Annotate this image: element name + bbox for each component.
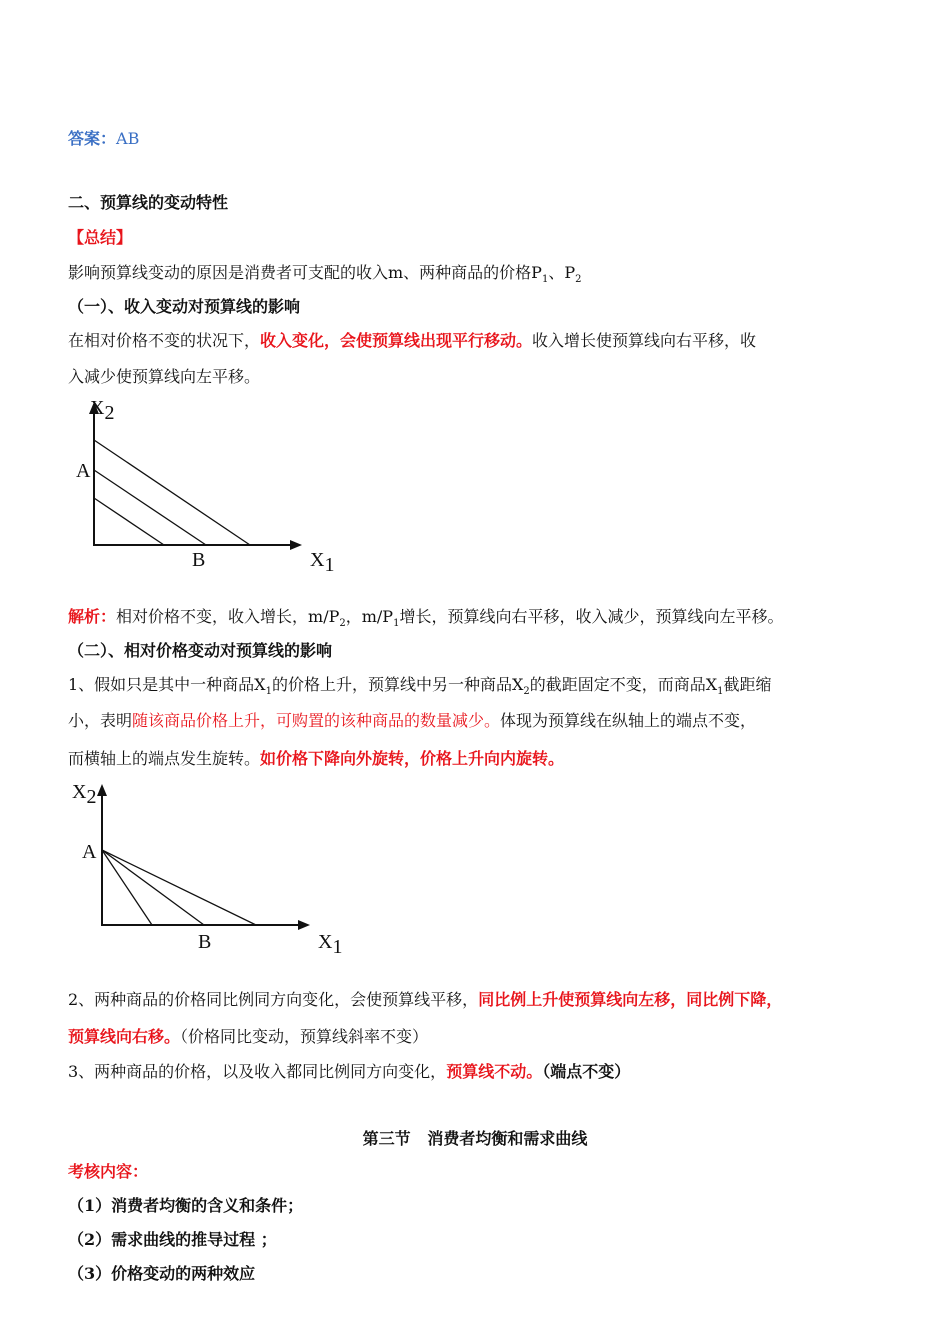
y-axis-label: X2	[72, 781, 97, 808]
p1-text-b: 的价格上升，预算线中另一种商品X	[271, 675, 524, 694]
point-a-label: A	[76, 460, 91, 482]
exam-item-3: （3）价格变动的两种效应	[68, 1264, 256, 1283]
p1-line2-a: 小，表明	[68, 711, 133, 730]
exam-item-1: （1）消费者均衡的含义和条件；	[68, 1196, 304, 1215]
part1-paragraph-line1	[68, 330, 756, 352]
part1-paragraph-line2: 入减少使预算线向左平移。	[68, 367, 261, 386]
p1-line3-a: 而横轴上的端点发生旋转。	[68, 749, 261, 768]
section3-title: 第三节 消费者均衡和需求曲线	[362, 1129, 588, 1148]
summary-sep: 、P	[548, 263, 576, 282]
point-b-label: B	[198, 931, 212, 953]
part1-text-red: 收入变化，会使预算线出现平行移动。	[260, 331, 533, 350]
budget-line-middle	[102, 850, 204, 925]
p1-text-c: 的截距固定不变，而商品X	[529, 675, 718, 694]
part1-text-b: 收入增长使预算线向右平移，收	[532, 331, 757, 350]
p1-line2-red: 随该商品价格上升，可购置的该种商品的数量减少。	[132, 711, 501, 730]
summary-main: 影响预算线变动的原因是消费者可支配的收入m、两种商品的价格P	[68, 263, 542, 282]
budget-line-inner	[102, 850, 152, 925]
p1-sub-1: 1	[265, 686, 272, 698]
part1-heading: （一）、收入变动对预算线的影响	[68, 297, 301, 316]
section-heading: 二、预算线的变动特性	[68, 193, 229, 212]
p2-red-2: 预算线向右移。	[68, 1027, 181, 1046]
price-rotation-figure	[70, 778, 360, 958]
p3-text-b: （端点不变）	[542, 1062, 631, 1081]
summary-p2-sub: 2	[575, 274, 582, 286]
part2-p2-line1	[68, 989, 782, 1011]
p1-sub-2: 2	[523, 686, 530, 698]
p3-red: 预算线不动。	[446, 1062, 543, 1081]
summary-tag: 【总结】	[68, 228, 133, 247]
x-axis-label: X1	[310, 549, 335, 576]
analysis-sub-2: 2	[339, 618, 346, 630]
p1-sub-3: 1	[717, 686, 724, 698]
budget-line-outer	[102, 850, 256, 925]
analysis-text-2: ，m/P	[345, 607, 394, 626]
budget-line-low	[94, 498, 164, 545]
analysis-label: 解析：	[68, 607, 117, 626]
income-shift-figure	[70, 398, 350, 578]
p3-text-a: 3、两种商品的价格，以及收入都同比例同方向变化，	[68, 1062, 447, 1081]
summary-text	[68, 262, 581, 291]
p1-text-a: 1、假如只是其中一种商品X	[68, 675, 266, 694]
x-axis-arrow	[290, 540, 302, 550]
part2-p3	[68, 1061, 630, 1083]
part2-p1-line1	[68, 674, 772, 703]
summary-p1-sub: 1	[541, 274, 549, 286]
part1-text-a: 在相对价格不变的状况下，	[68, 331, 261, 350]
answer-label: 答案：	[68, 129, 117, 148]
analysis-text-3: 增长，预算线向右平移，收入减少，预算线向左平移。	[399, 607, 784, 626]
part2-p1-line3	[68, 748, 564, 770]
point-a-label: A	[82, 841, 97, 863]
p2-text-b: （价格同比变动，预算线斜率不变）	[180, 1027, 429, 1046]
analysis-line	[68, 606, 783, 635]
p1-line3-red: 如价格下降向外旋转，价格上升向内旋转。	[260, 749, 565, 768]
budget-line-high	[94, 440, 250, 545]
exam-label: 考核内容：	[68, 1162, 149, 1181]
x-axis-label: X1	[318, 931, 343, 958]
part2-p1-line2	[68, 710, 756, 732]
answer-value: AB	[116, 129, 140, 148]
part2-heading: （二）、相对价格变动对预算线的影响	[68, 641, 333, 660]
p1-text-d: 截距缩	[723, 675, 772, 694]
budget-line-mid	[94, 470, 206, 545]
p2-text-a: 2、两种商品的价格同比例同方向变化，会使预算线平移，	[68, 990, 479, 1009]
part2-p2-line2	[68, 1026, 428, 1048]
p2-red-1: 同比例上升使预算线向左移，同比例下降，	[478, 990, 783, 1009]
point-b-label: B	[192, 549, 206, 571]
y-axis-label: X2	[90, 398, 115, 424]
p1-line2-b: 体现为预算线在纵轴上的端点不变，	[500, 711, 757, 730]
analysis-text-1: 相对价格不变，收入增长，m/P	[116, 607, 340, 626]
answer-line	[68, 128, 139, 150]
exam-item-2: （2）需求曲线的推导过程 ；	[68, 1230, 277, 1249]
y-axis-arrow	[97, 784, 107, 796]
analysis-sub-1: 1	[393, 618, 400, 630]
x-axis-arrow	[298, 920, 310, 930]
